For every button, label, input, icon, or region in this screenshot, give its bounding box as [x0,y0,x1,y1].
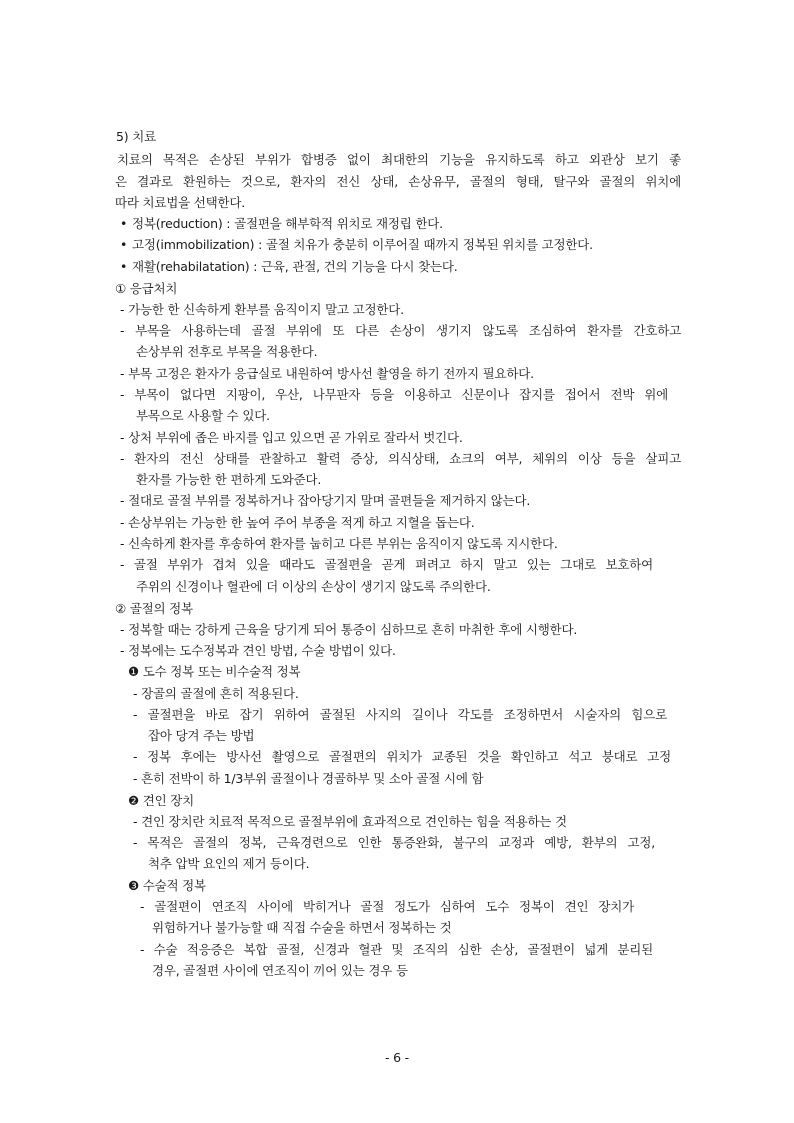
list-item-continuation: 위험하거나 불가능할 때 직접 수술을 하면서 정복하는 것 [152,920,452,935]
list-item: - 신속하게 환자를 후송하여 환자를 눕히고 다른 부위는 움직이지 않도록 지시한다. [120,536,558,551]
list-item: - 골절편을 바로 잡기 위하여 골절된 사지의 길이나 각도를 조정하면서 시술자의 힘으로 [133,707,667,722]
intro-line: 은 결과로 환원하는 것으로, 환자의 전신 상태, 손상유무, 골절의 형태, 탈구와 골절의 위치에 [115,174,681,189]
list-item: - 골절편이 연조직 사이에 박히거나 골절 정도가 심하여 도수 정복이 견인 장치가 [140,899,634,914]
list-item-continuation: 척추 압박 요인의 제거 등이다. [148,856,310,871]
list-item: - 정복할 때는 강하게 근육을 당기게 되어 통증이 심하므로 흔히 마취한 후에 시행한다. [120,622,578,637]
list-item: - 정복에는 도수정복과 견인 방법, 수술 방법이 있다. [120,643,396,658]
page-number: - 6 - [385,1050,409,1065]
method-heading: ❶ 도수 정복 또는 비수술적 정복 [128,664,301,679]
goal-item: • 고정(immobilization) : 골절 치유가 충분히 이루어질 때까지 정복된 위치를 고정한다. [132,237,593,253]
subsection-heading: ② 골절의 정복 [115,601,193,616]
goal-item: • 정복(reduction) : 골절편을 해부학적 위치로 재정립 한다. [132,216,443,232]
list-item: - 상처 부위에 좁은 바지를 입고 있으면 곧 가위로 잘라서 벗긴다. [120,430,463,445]
list-item-continuation: 잡아 당겨 주는 방법 [148,728,255,743]
list-item-continuation: 경우, 골절편 사이에 연조직이 끼어 있는 경우 등 [152,963,408,978]
list-item-continuation: 손상부위 전후로 부목을 적용한다. [136,344,318,359]
goal-item: • 재활(rehabilatation) : 근육, 관절, 건의 기능을 다시 찾는다. [132,259,457,275]
list-item: - 손상부위는 가능한 한 높여 주어 부종을 적게 하고 지혈을 돕는다. [120,515,475,530]
list-item: - 환자의 전신 상태를 관찰하고 활력 증상, 의식상태, 쇼크의 여부, 체위의 이상 등을 살피고 [120,451,681,466]
list-item: - 골절 부위가 겹쳐 있을 때라도 골절편을 곧게 펴려고 하지 말고 있는 그대로 보호하여 [120,557,653,572]
list-item: - 부목 고정은 환자가 응급실로 내원하여 방사선 촬영을 하기 전까지 필요하다. [120,366,534,381]
list-item-continuation: 주위의 신경이나 혈관에 더 이상의 손상이 생기지 않도록 주의한다. [136,579,491,594]
list-item: - 목적은 골절의 정복, 근육경련으로 인한 통증완화, 불구의 교정과 예방, 환부의 고정, [133,835,655,850]
list-item: - 부목을 사용하는데 골절 부위에 또 다른 손상이 생기지 않도록 조심하여 환자를 간호하고 [120,323,681,338]
list-item: - 장골의 골절에 흔히 적용된다. [133,686,299,701]
list-item-continuation: 환자를 가능한 한 편하게 도와준다. [136,472,322,487]
list-item: - 수술 적응증은 복합 골절, 신경과 혈관 및 조직의 심한 손상, 골절편이 넓게 분리된 [140,942,653,957]
list-item: - 흔히 전박이 하 1/3부위 골절이나 경골하부 및 소아 골절 시에 함 [133,771,484,786]
list-item-continuation: 부목으로 사용할 수 있다. [136,408,270,423]
list-item: - 견인 장치란 치료적 목적으로 골절부위에 효과적으로 견인하는 힘을 적용하는 것 [133,814,567,829]
list-item: - 부목이 없다면 지팡이, 우산, 나무판자 등을 이용하고 신문이나 잡지를 접어서 전박 위에 [120,387,668,402]
subsection-heading: ① 응급처치 [115,281,178,296]
list-item: - 가능한 한 신속하게 환부를 움직이지 말고 고정한다. [120,302,404,317]
intro-line: 치료의 목적은 손상된 부위가 합병증 없이 최대한의 기능을 유지하도록 하고 외관상 보기 좋 [117,152,681,167]
list-item: - 절대로 골절 부위를 정복하거나 잡아당기지 말며 골편들을 제거하지 않는다. [120,493,531,508]
list-item: - 정복 후에는 방사선 촬영으로 골절편의 위치가 교종된 것을 확인하고 석고 붕대로 고정 [133,749,671,764]
intro-line: 따라 치료법을 선택한다. [115,195,246,210]
section-title: 5) 치료 [116,129,156,144]
method-heading: ❸ 수술적 정복 [128,878,206,893]
method-heading: ❷ 견인 장치 [128,793,195,808]
